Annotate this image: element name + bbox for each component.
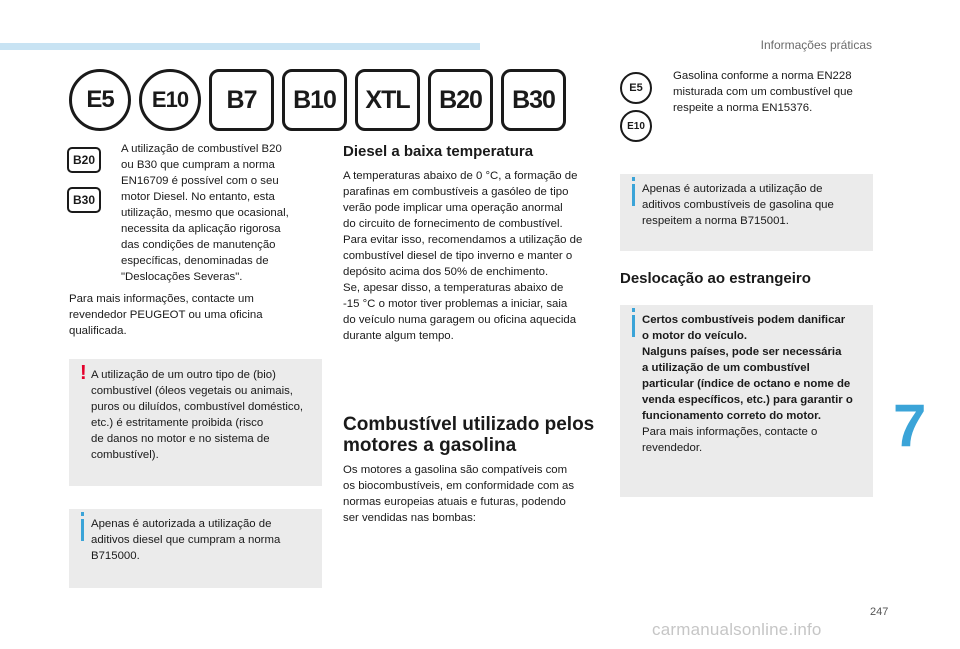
chapter-number: 7 — [893, 392, 927, 459]
gasoline-intro — [673, 68, 873, 116]
diesel-heading: Diesel a baixa temperatura — [343, 143, 534, 160]
watermark: carmanualsonline.info — [652, 620, 822, 639]
info-icon — [81, 519, 84, 541]
page-number: 247 — [870, 606, 889, 618]
text-line: etc.) é estritamente proibida (risco — [91, 417, 264, 429]
text-line: Apenas é autorizada a utilização de — [91, 518, 272, 530]
info-text — [642, 312, 867, 456]
info-text — [642, 181, 867, 229]
fuel-logo-b7: B7 — [209, 69, 274, 131]
text-line: Para evitar isso, recomendamos a utilização de — [343, 234, 583, 246]
warning-icon: ! — [80, 362, 87, 384]
text-line: utilização, mesmo que ocasional, — [121, 207, 289, 219]
text-line: específicas, denominadas de — [121, 255, 269, 267]
text-line: parafinas em combustíveis a gasóleo de tipo — [343, 186, 569, 198]
fuel-logo-e10: E10 — [139, 69, 201, 131]
warning-box — [69, 359, 322, 486]
text-line: a utilização de um combustível — [642, 362, 810, 374]
petrol-paragraph — [343, 462, 605, 526]
text-line: do veículo numa garagem ou oficina aquecida — [343, 314, 577, 326]
b30-icon: B30 — [67, 187, 101, 213]
info-box-diesel-additives — [69, 509, 322, 588]
fuel-logo-b20: B20 — [428, 69, 493, 131]
text-line: do circuito de fornecimento de combustível. — [343, 218, 563, 230]
text-line: respeite a norma EN15376. — [673, 102, 813, 114]
text-line: aditivos diesel que cumpram a norma — [91, 534, 281, 546]
text-line: Gasolina conforme a norma EN228 — [673, 70, 852, 82]
text-line: das condições de manutenção — [121, 239, 276, 251]
text-line: respeitem a norma B715001. — [642, 215, 789, 227]
e10-icon: E10 — [620, 110, 652, 142]
info-box-gasoline-additives — [620, 174, 873, 251]
text-line: B715000. — [91, 550, 140, 562]
petrol-heading — [343, 414, 594, 456]
b20-icon: B20 — [67, 147, 101, 173]
fuel-logo-xtl: XTL — [355, 69, 420, 131]
diesel-paragraph — [343, 168, 605, 344]
text-line: A utilização de um outro tipo de (bio) — [91, 369, 276, 381]
text-line: Apenas é autorizada a utilização de — [642, 183, 823, 195]
text-line: Os motores a gasolina são compatíveis com — [343, 464, 568, 476]
text-line: combustível diesel de tipo inverno e manter o — [343, 250, 573, 262]
text-line: Para mais informações, contacte o — [642, 426, 818, 438]
text-line: puros ou diluídos, combustível doméstico, — [91, 401, 304, 413]
text-line: aditivos combustíveis de gasolina que — [642, 199, 834, 211]
text-line: durante algum tempo. — [343, 330, 454, 342]
text-line: combustível (óleos vegetais ou animais, — [91, 385, 293, 397]
fuel-logo-row — [69, 69, 566, 131]
fuel-logo-e5: E5 — [69, 69, 131, 131]
text-line: qualificada. — [69, 325, 127, 337]
info-text — [91, 516, 316, 564]
text-line: Se, apesar disso, a temperaturas abaixo de — [343, 282, 564, 294]
info-icon — [632, 184, 635, 206]
text-line: motor Diesel. No entanto, esta — [121, 191, 275, 203]
info-icon — [632, 315, 635, 337]
b20-b30-intro — [121, 141, 321, 285]
text-line: EN16709 é possível com o seu — [121, 175, 279, 187]
heading-line: motores a gasolina — [343, 435, 517, 456]
text-line: normas europeias atuais e futuras, podendo — [343, 496, 566, 508]
text-line: depósito acima dos 50% de enchimento. — [343, 266, 549, 278]
text-line: -15 °C o motor tiver problemas a iniciar, saia — [343, 298, 568, 310]
text-line: A utilização de combustível B20 — [121, 143, 282, 155]
text-line: os biocombustíveis, em conformidade com as — [343, 480, 575, 492]
header-accent-bar — [0, 43, 480, 50]
text-line: revendedor. — [642, 442, 703, 454]
text-line: misturada com um combustível que — [673, 86, 853, 98]
text-line: necessita da aplicação rigorosa — [121, 223, 281, 235]
text-line: revendedor PEUGEOT ou uma oficina — [69, 309, 263, 321]
text-line: combustível). — [91, 449, 159, 461]
fuel-logo-b30: B30 — [501, 69, 566, 131]
heading-line: Combustível utilizado pelos — [343, 414, 595, 435]
text-line: de danos no motor e no sistema de — [91, 433, 270, 445]
bold-notice — [642, 312, 867, 424]
text-line: venda específicos, etc.) para garantir o — [642, 394, 853, 406]
abroad-heading: Deslocação ao estrangeiro — [620, 270, 811, 287]
e5-icon: E5 — [620, 72, 652, 104]
text-line: ser vendidas nas bombas: — [343, 512, 476, 524]
info-box-abroad — [620, 305, 873, 497]
text-line: particular (índice de octano e nome de — [642, 378, 851, 390]
text-line: o motor do veículo. — [642, 330, 748, 342]
text-line: Para mais informações, contacte um — [69, 293, 254, 305]
section-title: Informações práticas — [760, 38, 872, 52]
fuel-logo-b10: B10 — [282, 69, 347, 131]
text-line: Nalguns países, pode ser necessária — [642, 346, 842, 358]
text-line: funcionamento correto do motor. — [642, 410, 822, 422]
text-line: A temperaturas abaixo de 0 °C, a formação de — [343, 170, 578, 182]
contact-paragraph — [69, 291, 319, 339]
text-line: ou B30 que cumpram a norma — [121, 159, 275, 171]
text-line: Certos combustíveis podem danificar — [642, 314, 846, 326]
warning-text — [91, 367, 316, 463]
text-line: "Deslocações Severas". — [121, 271, 243, 283]
text-line: verão pode implicar uma operação anormal — [343, 202, 563, 214]
